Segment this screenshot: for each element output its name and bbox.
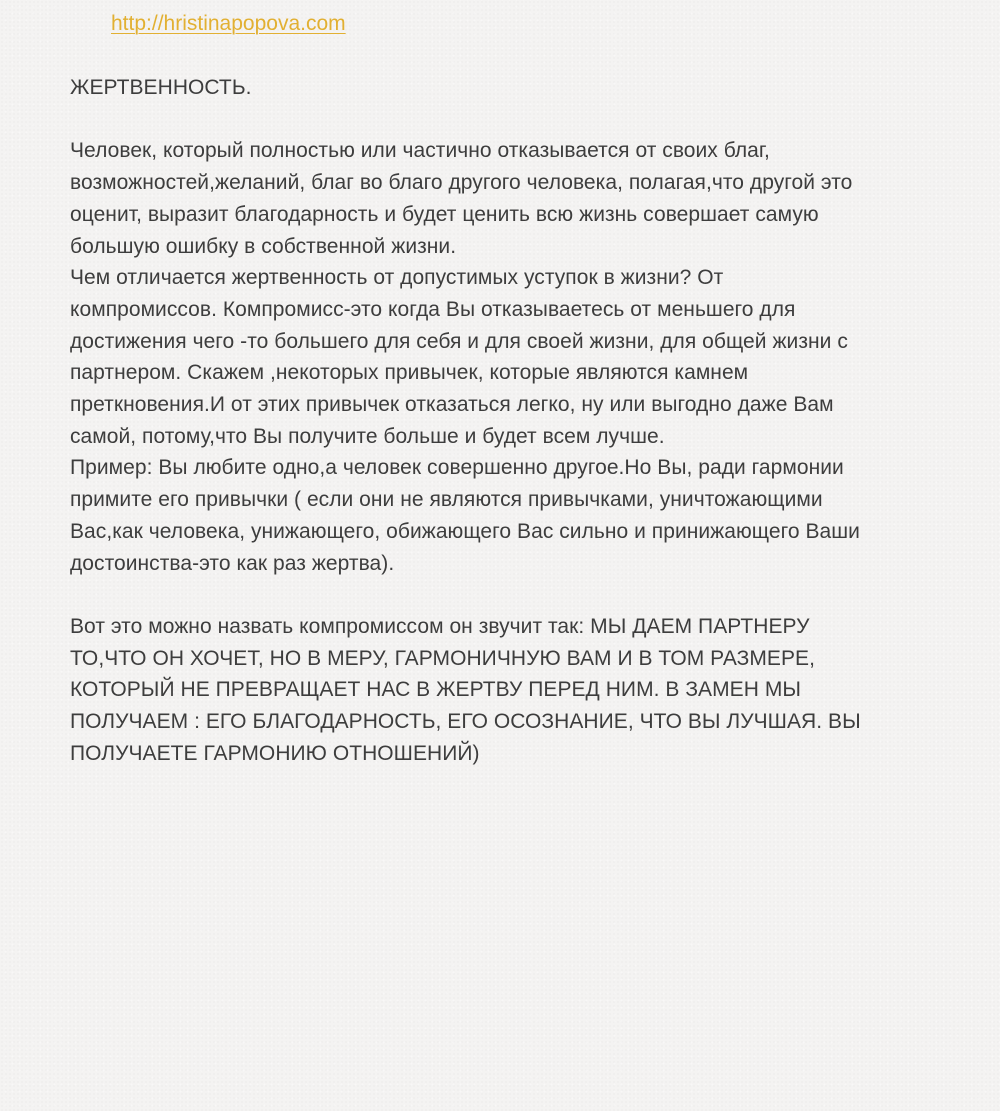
text-line: Пример: Вы любите одно,а человек совершенно другое.Но Вы, ради гармонии [70,456,844,480]
website-link[interactable]: http://hristinapopova.com [111,12,346,35]
blank-line [70,579,950,611]
text-line: ПОЛУЧАЕТЕ ГАРМОНИЮ ОТНОШЕНИЙ) [70,741,480,765]
text-line: самой, потому,что Вы получите больше и будет всем лучше. [70,424,665,448]
text-line: Человек, который полностью или частично отказывается от своих благ, [70,139,770,163]
text-line: ПОЛУЧАЕМ : ЕГО БЛАГОДАРНОСТЬ, ЕГО ОСОЗНАНИЕ, ЧТО ВЫ ЛУЧШАЯ. ВЫ [70,710,861,734]
text-line: Вас,как человека, унижающего, обижающего Вас сильно и принижающего Ваши [70,519,860,543]
text-line: Вот это можно назвать компромиссом он звучит так: МЫ ДАЕМ ПАРТНЕРУ [70,614,810,638]
text-line: компромиссов. Компромисс-это когда Вы отказываетесь от меньшего для [70,297,796,321]
text-line: Чем отличается жертвенность от допустимых уступок в жизни? От [70,266,724,290]
note-body [70,72,950,769]
text-line: оценит, выразит благодарность и будет ценить всю жизнь совершает самую [70,202,819,226]
text-line: большую ошибку в собственной жизни. [70,234,457,258]
text-line: примите его привычки ( если они не являются привычками, уничтожающими [70,488,823,512]
text-line: возможностей,желаний, благ во благо другого человека, полагая,что другой это [70,171,853,195]
text-line: достижения чего -то большего для себя и для своей жизни, для общей жизни с [70,329,848,353]
note-heading: ЖЕРТВЕННОСТЬ. [70,76,252,99]
text-line: КОТОРЫЙ НЕ ПРЕВРАЩАЕТ НАС В ЖЕРТВУ ПЕРЕД НИМ. В ЗАМЕН МЫ [70,678,802,702]
text-line: ТО,ЧТО ОН ХОЧЕТ, НО В МЕРУ, ГАРМОНИЧНУЮ ВАМ И В ТОМ РАЗМЕРЕ, [70,646,815,670]
text-line: достоинства-это как раз жертва). [70,551,395,575]
blank-line [70,104,950,136]
text-line: преткновения.И от этих привычек отказаться легко, ну или выгодно даже Вам [70,393,834,417]
text-line: партнером. Скажем ,некоторых привычек, которые являются камнем [70,361,749,385]
